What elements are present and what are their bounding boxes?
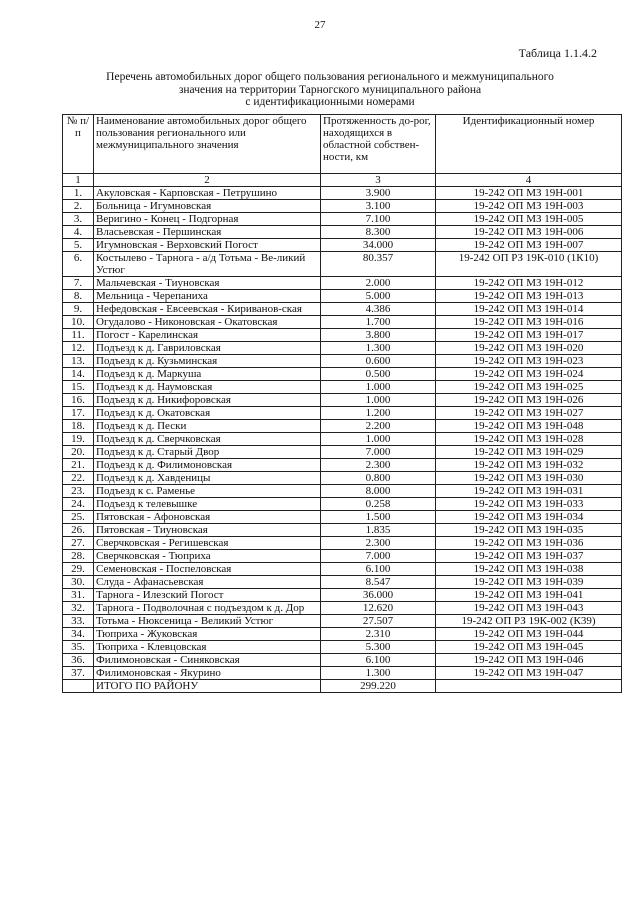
cell-id: 19-242 ОП МЗ 19Н-007 — [436, 239, 622, 252]
cell-no: 20. — [63, 446, 94, 459]
cell-length: 2.310 — [321, 628, 436, 641]
cell-name: Костылево - Тарнога - а/д Тотьма - Ве-ликий Устюг — [94, 252, 321, 277]
cell-id: 19-242 ОП МЗ 19Н-037 — [436, 550, 622, 563]
cell-id: 19-242 ОП РЗ 19К-010 (1К10) — [436, 252, 622, 277]
cell-no: 24. — [63, 498, 94, 511]
cell-name: Сверчковская - Регишевская — [94, 537, 321, 550]
cell-length: 0.800 — [321, 472, 436, 485]
cell-no: 11. — [63, 329, 94, 342]
cell-length: 2.300 — [321, 537, 436, 550]
cell-id: 19-242 ОП МЗ 19Н-034 — [436, 511, 622, 524]
table-row — [63, 550, 622, 563]
table-row — [63, 277, 622, 290]
cell-name: Подъезд к д. Кузьминская — [94, 355, 321, 368]
cell-length: 1.300 — [321, 342, 436, 355]
cell-length: 2.200 — [321, 420, 436, 433]
cell-length: 1.000 — [321, 381, 436, 394]
table-row — [63, 576, 622, 589]
cell-id: 19-242 ОП МЗ 19Н-023 — [436, 355, 622, 368]
table-row — [63, 329, 622, 342]
cell-length: 7.000 — [321, 446, 436, 459]
cell-name: Подъезд к телевышке — [94, 498, 321, 511]
cell-id: 19-242 ОП МЗ 19Н-012 — [436, 277, 622, 290]
cell-name: Игумновская - Верховский Погост — [94, 239, 321, 252]
cell-no: 17. — [63, 407, 94, 420]
cell-no: 2. — [63, 200, 94, 213]
cell-length: 2.000 — [321, 277, 436, 290]
cell-name: Тарнога - Илезский Погост — [94, 589, 321, 602]
cell-length: 1.300 — [321, 667, 436, 680]
cell-name: Веригино - Конец - Подгорная — [94, 213, 321, 226]
cell-name: Акуловская - Карповская - Петрушино — [94, 187, 321, 200]
cell-name: Подъезд к д. Гавриловская — [94, 342, 321, 355]
cell-no: 29. — [63, 563, 94, 576]
cell-name: Подъезд к д. Филимоновская — [94, 459, 321, 472]
table-row — [63, 641, 622, 654]
cell-name: Тотьма - Нюксеница - Великий Устюг — [94, 615, 321, 628]
cell-name: Подъезд к д. Старый Двор — [94, 446, 321, 459]
cell-name: Подъезд к д. Маркуша — [94, 368, 321, 381]
cell-no: 10. — [63, 316, 94, 329]
cell-id: 19-242 ОП МЗ 19Н-047 — [436, 667, 622, 680]
table-row — [63, 342, 622, 355]
cell-id: 19-242 ОП МЗ 19Н-014 — [436, 303, 622, 316]
cell-name: Семеновская - Поспеловская — [94, 563, 321, 576]
cell-name: Власьевская - Першинская — [94, 226, 321, 239]
column-number-row — [63, 174, 622, 187]
table-row — [63, 654, 622, 667]
cell-no: 27. — [63, 537, 94, 550]
caption-line: с идентификационными номерами — [245, 96, 415, 108]
table-row — [63, 355, 622, 368]
page-number: 27 — [314, 19, 326, 31]
cell-no: 1. — [63, 187, 94, 200]
cell-length: 3.100 — [321, 200, 436, 213]
cell-length: 1.700 — [321, 316, 436, 329]
table-row — [63, 303, 622, 316]
cell-id: 19-242 ОП МЗ 19Н-001 — [436, 187, 622, 200]
cell-no: 28. — [63, 550, 94, 563]
table-row — [63, 485, 622, 498]
cell-name: Больница - Игумновская — [94, 200, 321, 213]
table-row — [63, 187, 622, 200]
cell-length: 5.300 — [321, 641, 436, 654]
cell-no: 36. — [63, 654, 94, 667]
cell-no: 4. — [63, 226, 94, 239]
cell-id: 19-242 ОП РЗ 19К-002 (К39) — [436, 615, 622, 628]
cell-no: 9. — [63, 303, 94, 316]
table-row — [63, 368, 622, 381]
cell-no: 33. — [63, 615, 94, 628]
cell-name: Мальчевская - Тиуновская — [94, 277, 321, 290]
cell-length: 8.300 — [321, 226, 436, 239]
cell-length: 0.500 — [321, 368, 436, 381]
cell-length: 12.620 — [321, 602, 436, 615]
caption-line: значения на территории Тарногского муниципального района — [178, 83, 482, 96]
cell-name: Огудалово - Никоновская - Окатовская — [94, 316, 321, 329]
total-empty-cell — [436, 680, 622, 693]
cell-name: Тюприха - Клевцовская — [94, 641, 321, 654]
cell-no: 25. — [63, 511, 94, 524]
table-row — [63, 213, 622, 226]
table-row — [63, 290, 622, 303]
cell-id: 19-242 ОП МЗ 19Н-030 — [436, 472, 622, 485]
table-row — [63, 524, 622, 537]
table-row — [63, 446, 622, 459]
cell-id: 19-242 ОП МЗ 19Н-032 — [436, 459, 622, 472]
cell-id: 19-242 ОП МЗ 19Н-017 — [436, 329, 622, 342]
cell-length: 5.000 — [321, 290, 436, 303]
cell-no: 5. — [63, 239, 94, 252]
header-name: Наименование автомобильных дорог общего пользования регионального или межмуниципального значения — [94, 115, 321, 174]
cell-no: 32. — [63, 602, 94, 615]
column-number: 1 — [63, 174, 94, 187]
cell-id: 19-242 ОП МЗ 19Н-043 — [436, 602, 622, 615]
table-row — [63, 667, 622, 680]
table-row — [63, 394, 622, 407]
cell-no: 8. — [63, 290, 94, 303]
cell-name: Тюприха - Жуковская — [94, 628, 321, 641]
cell-length: 7.000 — [321, 550, 436, 563]
table-caption — [60, 71, 600, 109]
cell-name: Подъезд к д. Наумовская — [94, 381, 321, 394]
table-row — [63, 472, 622, 485]
table-row — [63, 511, 622, 524]
total-length: 299.220 — [321, 680, 436, 693]
cell-name: Погост - Карелинская — [94, 329, 321, 342]
total-empty-cell — [63, 680, 94, 693]
cell-no: 34. — [63, 628, 94, 641]
cell-no: 15. — [63, 381, 94, 394]
table-row — [63, 537, 622, 550]
cell-name: Подъезд к д. Окатовская — [94, 407, 321, 420]
cell-id: 19-242 ОП МЗ 19Н-013 — [436, 290, 622, 303]
cell-no: 18. — [63, 420, 94, 433]
cell-id: 19-242 ОП МЗ 19Н-005 — [436, 213, 622, 226]
cell-id: 19-242 ОП МЗ 19Н-003 — [436, 200, 622, 213]
table-row — [63, 316, 622, 329]
cell-no: 35. — [63, 641, 94, 654]
cell-length: 6.100 — [321, 654, 436, 667]
cell-length: 27.507 — [321, 615, 436, 628]
cell-name: Тарнога - Подволочная с подъездом к д. Дор — [94, 602, 321, 615]
table-row — [63, 563, 622, 576]
cell-name: Подъезд к д. Сверчковская — [94, 433, 321, 446]
table-row — [63, 200, 622, 213]
cell-name: Пятовская - Афоновская — [94, 511, 321, 524]
table-row — [63, 407, 622, 420]
cell-length: 6.100 — [321, 563, 436, 576]
cell-name: Подъезд к с. Раменье — [94, 485, 321, 498]
table-label: Таблица 1.1.4.2 — [518, 46, 597, 60]
total-label: ИТОГО ПО РАЙОНУ — [94, 680, 321, 693]
table-row — [63, 615, 622, 628]
cell-no: 13. — [63, 355, 94, 368]
table-row — [63, 628, 622, 641]
cell-no: 31. — [63, 589, 94, 602]
cell-name: Сверчковская - Тюприха — [94, 550, 321, 563]
cell-length: 1.835 — [321, 524, 436, 537]
cell-id: 19-242 ОП МЗ 19Н-039 — [436, 576, 622, 589]
cell-no: 12. — [63, 342, 94, 355]
cell-id: 19-242 ОП МЗ 19Н-029 — [436, 446, 622, 459]
table-row — [63, 433, 622, 446]
cell-no: 3. — [63, 213, 94, 226]
cell-no: 6. — [63, 252, 94, 277]
table-row — [63, 420, 622, 433]
cell-length: 3.900 — [321, 187, 436, 200]
total-row — [63, 680, 622, 693]
cell-length: 3.800 — [321, 329, 436, 342]
cell-length: 1.200 — [321, 407, 436, 420]
cell-length: 36.000 — [321, 589, 436, 602]
cell-id: 19-242 ОП МЗ 19Н-027 — [436, 407, 622, 420]
cell-no: 19. — [63, 433, 94, 446]
cell-length: 7.100 — [321, 213, 436, 226]
cell-id: 19-242 ОП МЗ 19Н-006 — [436, 226, 622, 239]
cell-name: Подъезд к д. Никифоровская — [94, 394, 321, 407]
cell-name: Филимоновская - Синяковская — [94, 654, 321, 667]
cell-length: 34.000 — [321, 239, 436, 252]
cell-id: 19-242 ОП МЗ 19Н-045 — [436, 641, 622, 654]
header-length: Протяженность до-рог, находящихся в областной собствен-ности, км — [321, 115, 436, 174]
table-row — [63, 226, 622, 239]
header-id: Идентификационный номер — [436, 115, 622, 174]
cell-id: 19-242 ОП МЗ 19Н-046 — [436, 654, 622, 667]
cell-no: 16. — [63, 394, 94, 407]
table-row — [63, 459, 622, 472]
cell-id: 19-242 ОП МЗ 19Н-048 — [436, 420, 622, 433]
cell-id: 19-242 ОП МЗ 19Н-044 — [436, 628, 622, 641]
cell-no: 26. — [63, 524, 94, 537]
cell-id: 19-242 ОП МЗ 19Н-024 — [436, 368, 622, 381]
header-no: № п/п — [63, 115, 94, 174]
table-row — [63, 239, 622, 252]
cell-length: 0.600 — [321, 355, 436, 368]
cell-id: 19-242 ОП МЗ 19Н-025 — [436, 381, 622, 394]
cell-name: Подъезд к д. Хавденицы — [94, 472, 321, 485]
cell-length: 8.000 — [321, 485, 436, 498]
cell-length: 4.386 — [321, 303, 436, 316]
cell-length: 1.000 — [321, 394, 436, 407]
cell-name: Пятовская - Тиуновская — [94, 524, 321, 537]
cell-id: 19-242 ОП МЗ 19Н-028 — [436, 433, 622, 446]
caption-line: Перечень автомобильных дорог общего пользования регионального и межмуниципального — [106, 71, 554, 83]
roads-table — [62, 114, 622, 693]
cell-id: 19-242 ОП МЗ 19Н-020 — [436, 342, 622, 355]
cell-id: 19-242 ОП МЗ 19Н-016 — [436, 316, 622, 329]
cell-length: 80.357 — [321, 252, 436, 277]
cell-length: 0.258 — [321, 498, 436, 511]
cell-id: 19-242 ОП МЗ 19Н-031 — [436, 485, 622, 498]
cell-id: 19-242 ОП МЗ 19Н-033 — [436, 498, 622, 511]
cell-id: 19-242 ОП МЗ 19Н-026 — [436, 394, 622, 407]
cell-name: Подъезд к д. Пески — [94, 420, 321, 433]
column-number: 3 — [321, 174, 436, 187]
cell-no: 14. — [63, 368, 94, 381]
cell-id: 19-242 ОП МЗ 19Н-041 — [436, 589, 622, 602]
cell-id: 19-242 ОП МЗ 19Н-038 — [436, 563, 622, 576]
cell-name: Филимоновская - Якурино — [94, 667, 321, 680]
cell-length: 2.300 — [321, 459, 436, 472]
cell-name: Мельница - Черепаниха — [94, 290, 321, 303]
cell-length: 8.547 — [321, 576, 436, 589]
table-row — [63, 252, 622, 277]
cell-no: 22. — [63, 472, 94, 485]
cell-no: 37. — [63, 667, 94, 680]
cell-no: 23. — [63, 485, 94, 498]
table-row — [63, 498, 622, 511]
cell-id: 19-242 ОП МЗ 19Н-035 — [436, 524, 622, 537]
cell-no: 21. — [63, 459, 94, 472]
cell-name: Нефедовская - Евсеевская - Кириванов-ская — [94, 303, 321, 316]
table-header-row — [63, 115, 622, 174]
cell-name: Слуда - Афанасьевская — [94, 576, 321, 589]
table-row — [63, 589, 622, 602]
table-row — [63, 602, 622, 615]
table-row — [63, 381, 622, 394]
cell-length: 1.500 — [321, 511, 436, 524]
cell-no: 7. — [63, 277, 94, 290]
cell-length: 1.000 — [321, 433, 436, 446]
column-number: 2 — [94, 174, 321, 187]
cell-no: 30. — [63, 576, 94, 589]
cell-id: 19-242 ОП МЗ 19Н-036 — [436, 537, 622, 550]
column-number: 4 — [436, 174, 622, 187]
